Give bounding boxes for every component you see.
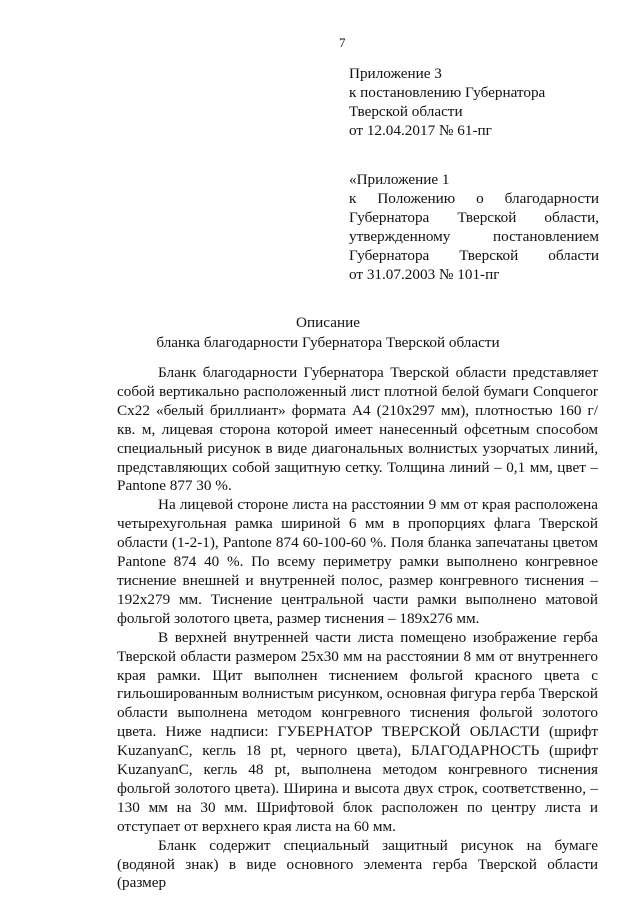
appendix-1-line: к Положению о благодарности (349, 190, 599, 207)
body-paragraph: На лицевой стороне листа на расстоянии 9 мм от края расположена четырехугольная рамка шириной 6 мм в пропорциях флага Тверской области (1-2-1), Pantone 874 60-100-60 %. Поля бланка запечатаны цветом Pantone 874 40 %. По всему периметру рамки выполнено конгревное тиснение внешней и внутренней полос, размер конгревного тиснения – 192x279 мм. Тиснение центральной части рамки выполнено матовой фольгой золотого цвета, размер тиснения – 189x276 мм. (117, 496, 598, 627)
body-paragraph: Бланк содержит специальный защитный рисунок на бумаге (водяной знак) в виде основного элемента герба Тверской области (размер (117, 836, 598, 892)
appendix-1-header (349, 170, 599, 284)
appendix-1-line: Губернатора Тверской области, (349, 209, 599, 226)
document-body (117, 364, 598, 893)
appendix-3-line: Тверской области (349, 103, 463, 120)
appendix-3-header (349, 64, 599, 140)
appendix-3-line: от 12.04.2017 № 61-пг (349, 122, 492, 139)
page-number: 7 (339, 35, 346, 50)
title-line-2: бланка благодарности Губернатора Тверской области (156, 334, 500, 351)
appendix-3-line: Приложение 3 (349, 65, 442, 82)
appendix-1-line: утвержденному постановлением (349, 228, 599, 245)
appendix-1-line: от 31.07.2003 № 101-пг (349, 266, 500, 283)
document-title (0, 313, 640, 353)
body-paragraph: В верхней внутренней части листа помещено изображение герба Тверской области размером 25x30 мм на расстоянии 8 мм от внутреннего края рамки. Щит выполнен тиснением фольгой красного цвета с гильошированным волнистым рисунком, основная фигура герба Тверской области выполнена методом конгревного тиснения фольгой золотого цвета. Ниже надписи: ГУБЕРНАТОР ТВЕРСКОЙ ОБЛАСТИ (шрифт KuzanyanC, кегль 18 pt, черного цвета), БЛАГОДАРНОСТЬ (шрифт KuzanyanC, кегль 48 pt, выполнена методом конгревного тиснения фольгой золотого цвета). Ширина и высота двух строк, соответственно, – 130 мм на 30 мм. Шрифтовой блок расположен по центру листа и отступает от верхнего края листа на 60 мм. (117, 628, 598, 835)
appendix-1-line: Губернатора Тверской области (349, 247, 599, 264)
appendix-1-line: «Приложение 1 (349, 171, 450, 188)
title-line-1: Описание (296, 314, 360, 331)
body-paragraph: Бланк благодарности Губернатора Тверской области представляет собой вертикально расположенный лист плотной белой бумаги Conqueror Cx22 «белый бриллиант» формата А4 (210x297 мм), плотностью 160 г/ кв. м, лицевая сторона которой имеет нанесенный офсетным способом специальный рисунок в виде диагональных волнистых узорчатых линий, представляющих собой защитную сетку. Толщина линий – 0,1 мм, цвет – Pantone 877 30 %. (117, 364, 598, 495)
appendix-3-line: к постановлению Губернатора (349, 84, 546, 101)
